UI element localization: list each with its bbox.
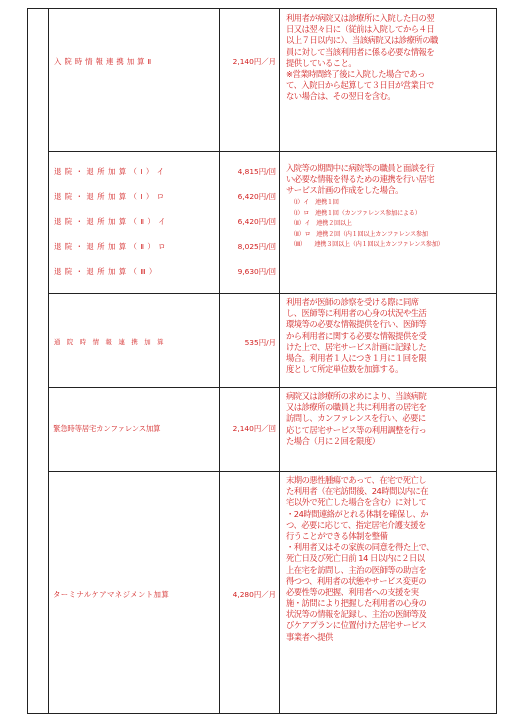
- column-divider: [279, 9, 280, 713]
- column-divider: [48, 9, 49, 713]
- item-description: 利用者が医師の診察を受ける際に同席 し、医師等に利用者の心身の状況や生活 環境等の必要な情報提供を行い、医師等 から利用者に関する必要な情報提供を受 けた上で、居宅サービス計画に記録した 場合。利用者１人につき１月に１回を限 度として所定単位数を加算する。: [286, 297, 427, 375]
- item-price: 4,280円／月: [232, 590, 276, 599]
- item-description: 病院又は診療所の求めにより、当該病院 又は診療所の職員と共に利用者の居宅を 訪問し、カンファレンスを行い、必要に 応じて居宅サービス等の利用調整を行っ た場合（月に２回を限度）: [286, 391, 427, 446]
- column-divider: [219, 9, 220, 713]
- item-price: 2,140円／月: [232, 57, 276, 66]
- fee-table: [27, 8, 497, 714]
- item-price: 535円/月: [244, 338, 276, 347]
- item-name: 退院・退所加算（Ⅲ）: [54, 267, 160, 276]
- item-price: 6,420円/回: [237, 192, 276, 201]
- item-name: 緊急時等居宅カンファレンス加算: [53, 424, 161, 433]
- item-price: 9,630円/回: [237, 267, 276, 276]
- item-price: 4,815円/回: [237, 167, 276, 176]
- item-price: 8,025円/回: [237, 242, 276, 251]
- item-description: 末期の悪性腫瘍であって、在宅で死亡し た利用者（在宅訪問後、24時間以内に在 宅以外で死亡した場合を含む）に対して ・24時間連絡がとれる体制を確保し、か つ、必要に応じて、指定居宅介護支援を 行うことができる体制を整備 ・利用者又はその家族の同意を得た上で、 死亡日及び死亡日前 14 日以内に２日以 上在宅を訪問し、主治の医師等の助言を 得つつ、利用者の状態やサービス変更の 必要性等の把握、利用者への支援を実 施・訪問により把握した利用者の心身の 状況等の情報を記録し、主治の医師等及 びケアプランに位置付けた居宅サービス 事業者へ提供: [286, 475, 434, 642]
- item-name: 通院時情報連携加算: [54, 338, 171, 346]
- item-name: 退院・退所加算（Ⅱ）ロ: [54, 242, 169, 251]
- item-price: 6,420円/回: [237, 217, 276, 226]
- item-subconditions: （Ⅰ）イ 連携１回 （Ⅰ）ロ 連携１回（カンファレンス参加による） （Ⅱ）イ 連携２回以上 （Ⅱ）ロ 連携２回（内１回以上カンファレンス参加 （Ⅲ） 連携３回以上（内１回以上カンファレンス参加）: [290, 199, 444, 249]
- item-description: 入院等の期間中に病院等の職員と面談を行 い必要な情報を得るための連携を行い居宅 サービス計画の作成をした場合。: [286, 163, 435, 196]
- item-price: 2,140円／回: [232, 424, 276, 433]
- row-divider: [49, 471, 496, 472]
- item-name: 退院・退所加算（Ⅰ）イ: [54, 167, 168, 176]
- item-description: 利用者が病院又は診療所に入院した日の翌 日又は翌々日に（従前は入院してから４日 以上７日以内に）、当該病院又は診療所の職 員に対して当該利用者に係る必要な情報を 提供していること。 ※営業時間終了後に入院した場合であっ て、入院日から起算して３日目が営業日で ない場合は、その翌日を含む。: [286, 13, 438, 102]
- item-name: 入院時情報連携加算Ⅱ: [54, 57, 155, 66]
- item-name: 退院・退所加算（Ⅱ）イ: [54, 217, 169, 226]
- item-name: 退院・退所加算（Ⅰ）ロ: [54, 192, 168, 201]
- item-name: ターミナルケアマネジメント加算: [53, 590, 170, 599]
- row-divider: [49, 293, 496, 294]
- row-divider: [49, 387, 496, 388]
- row-divider: [49, 151, 496, 152]
